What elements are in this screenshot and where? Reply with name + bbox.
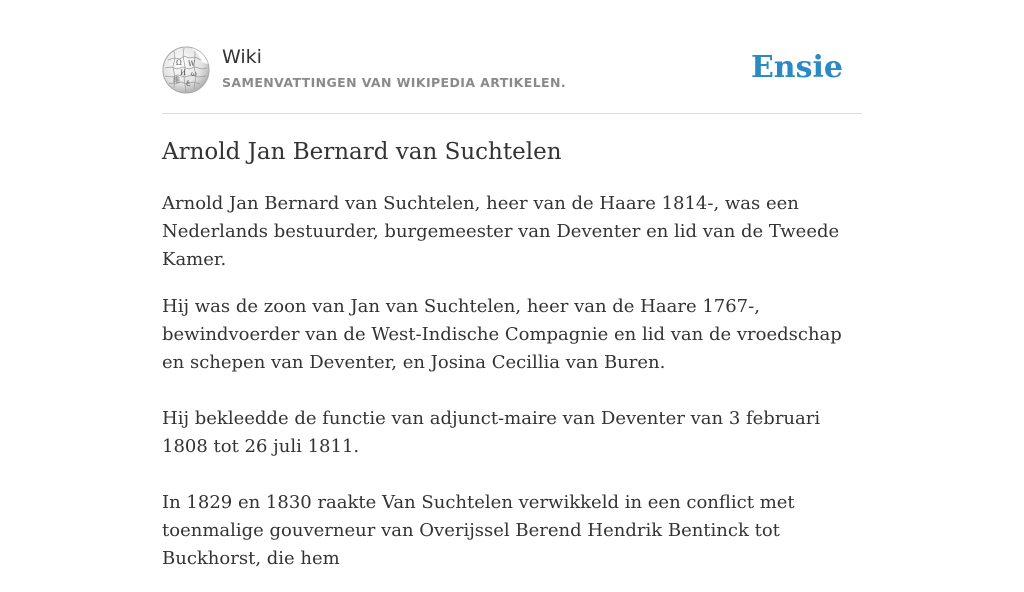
ensie-brand-link[interactable]: Ensie: [750, 50, 843, 85]
svg-text:ω: ω: [191, 70, 197, 78]
svg-text:W: W: [188, 60, 196, 68]
article-title: Arnold Jan Bernard van Suchtelen: [162, 139, 562, 165]
site-subtitle: SAMENVATTINGEN VAN WIKIPEDIA ARTIKELEN.: [222, 75, 567, 90]
article-paragraph: Hij bekleedde de functie van adjunct-maire van Deventer van 3 februari 1808 tot 26 juli 1811.: [162, 408, 821, 457]
wikipedia-globe-icon[interactable]: [162, 46, 210, 94]
svg-text:ع: ع: [186, 78, 191, 86]
svg-text:И: И: [180, 69, 187, 77]
article-paragraph: Hij was de zoon van Jan van Suchtelen, heer van de Haare 1767-, bewindvoerder van de West-Indische Compagnie en lid van de vroedschap en schepen van Deventer, en Josina Cecillia van Buren.: [162, 296, 842, 373]
site-title[interactable]: Wiki: [222, 46, 262, 68]
content-container: [162, 0, 862, 569]
svg-text:Ω: Ω: [176, 59, 182, 67]
site-header: [162, 0, 862, 114]
svg-text:維: 維: [173, 76, 180, 84]
article-paragraph: Arnold Jan Bernard van Suchtelen, heer van de Haare 1814-, was een Nederlands bestuurder, burgemeester van Deventer en lid van de Tweede Kamer.: [162, 193, 840, 270]
article-paragraph: In 1829 en 1830 raakte Van Suchtelen verwikkeld in een conflict met toenmalige gouverneur van Overijssel Berend Hendrik Bentinck tot Buckhorst, die hem: [162, 492, 795, 569]
article-body: [162, 190, 862, 592]
